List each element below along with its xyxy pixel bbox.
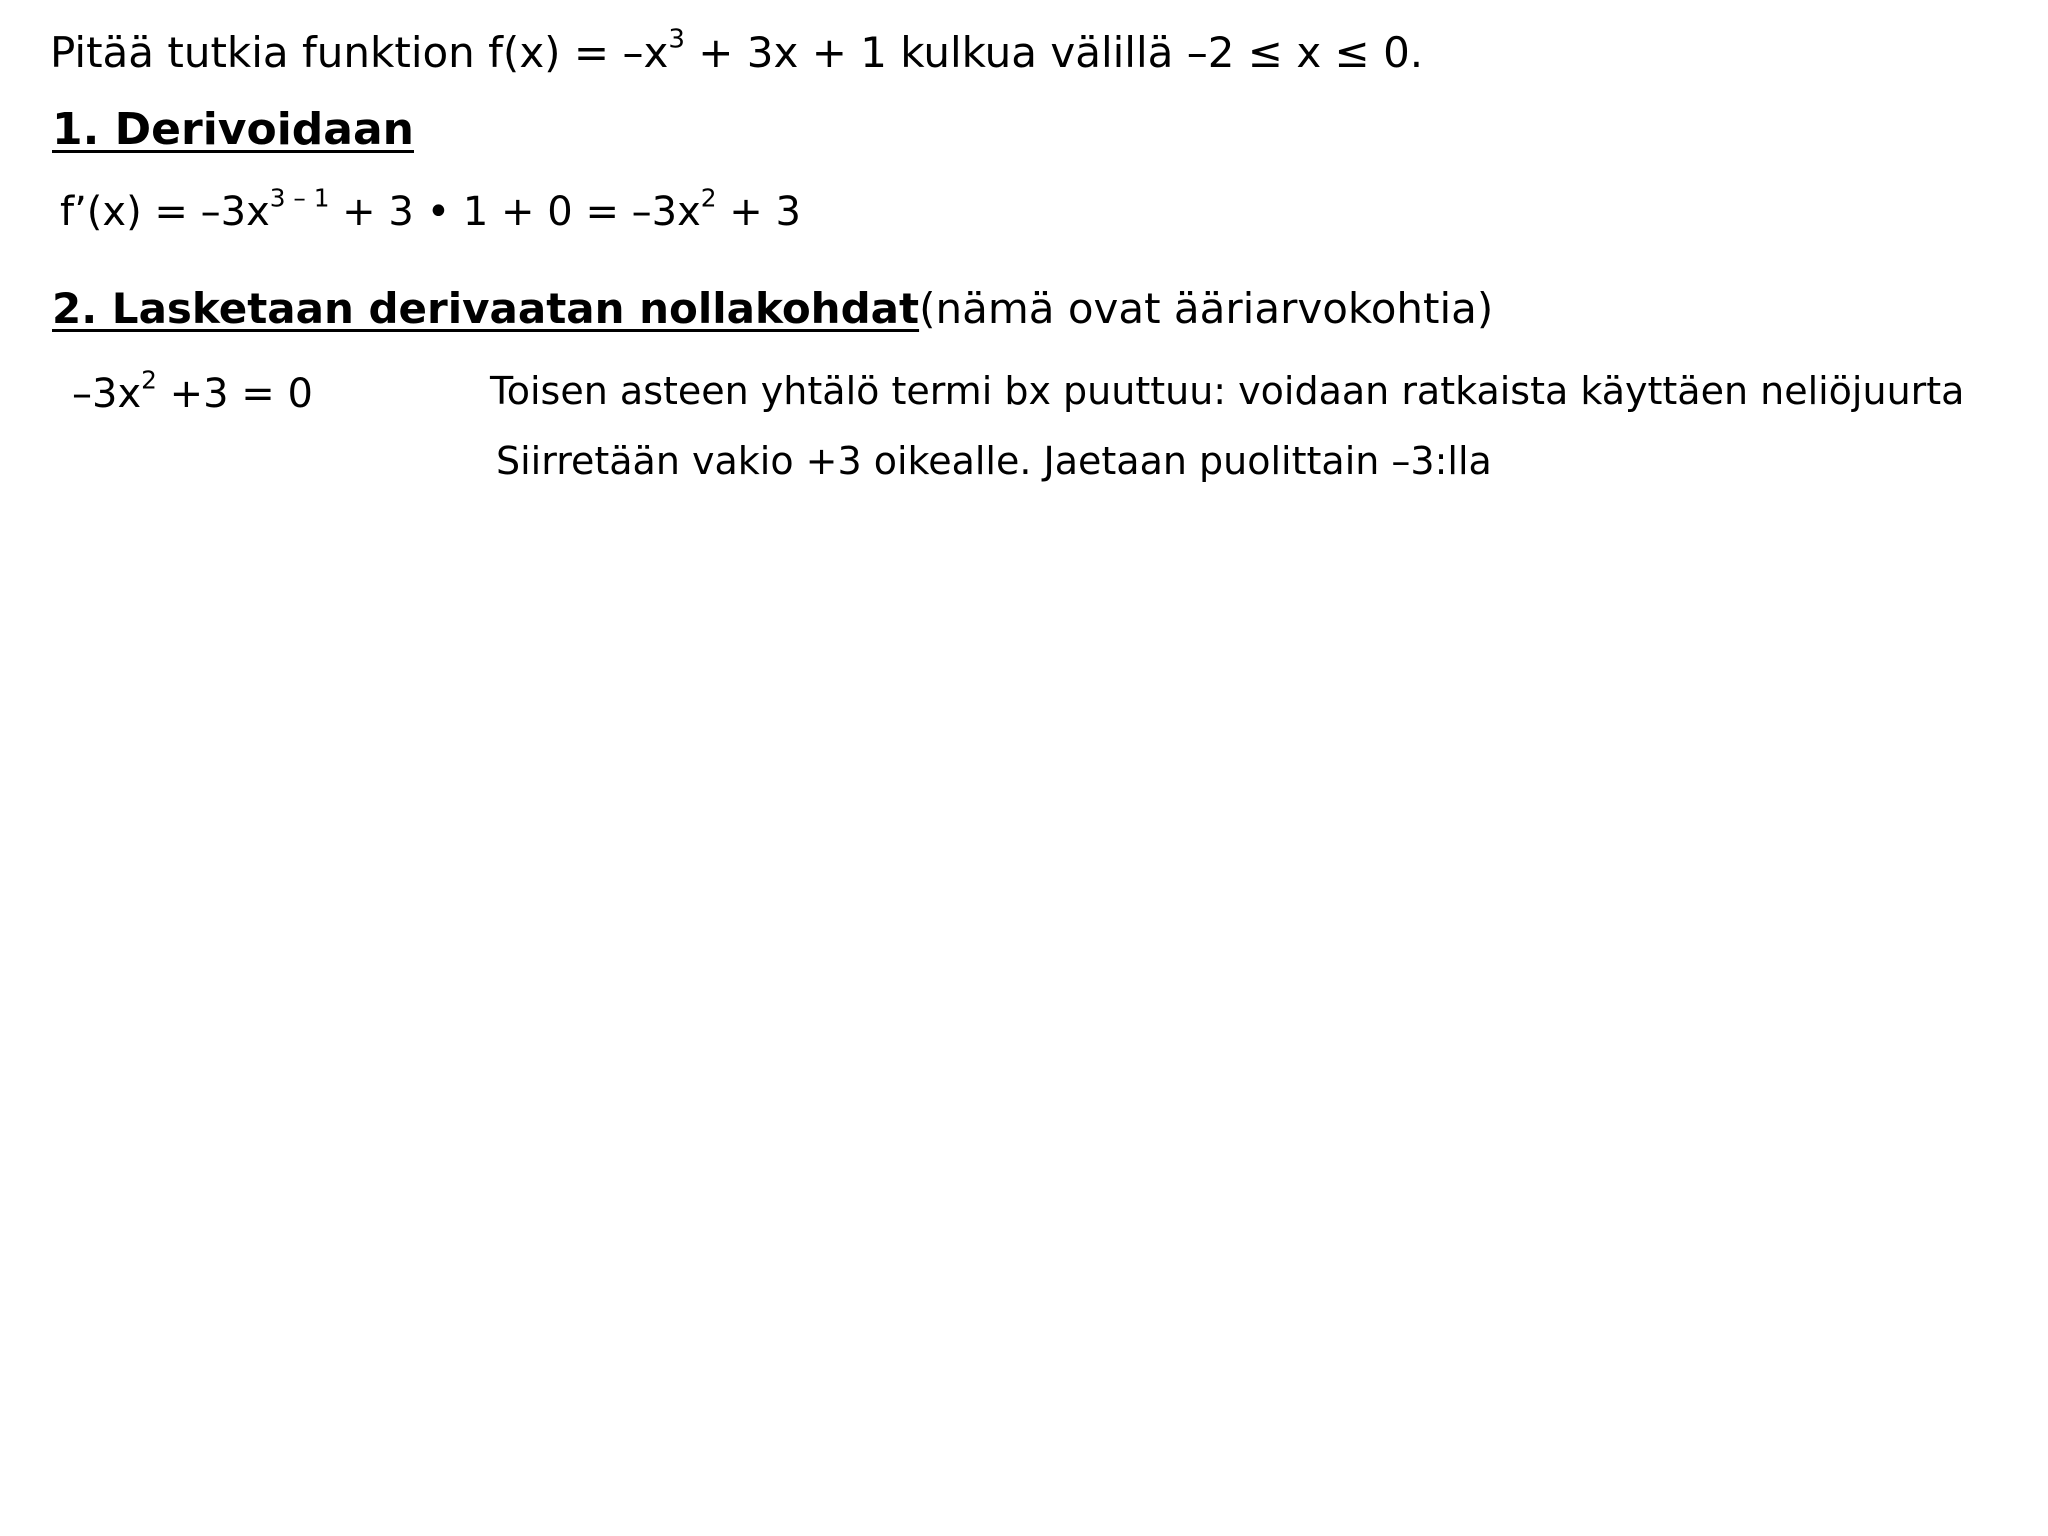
intro-exponent: 3	[668, 24, 685, 55]
intro-text-prefix: Pitää tutkia funktion f(x) = –x	[50, 28, 669, 77]
derivative-equation	[60, 183, 801, 235]
zero-equation-exponent: 2	[141, 365, 157, 395]
derivative-exponent-1: 3 – 1	[269, 183, 330, 213]
intro-statement	[50, 24, 1424, 77]
derivative-part-2: + 3 • 1 + 0 = –3x	[329, 189, 701, 235]
zero-equation	[72, 365, 313, 417]
derivative-part-1: f’(x) = –3x	[60, 189, 270, 235]
explanation-line-2: Siirretään vakio +3 oikealle. Jaetaan puolittain –3:lla	[496, 439, 1492, 483]
section-2-note: (nämä ovat ääriarvokohtia)	[919, 284, 1494, 333]
zero-equation-part-2: +3 = 0	[156, 371, 313, 417]
derivative-part-3: + 3	[716, 189, 801, 235]
zero-equation-part-1: –3x	[72, 371, 142, 417]
intro-text-suffix: + 3x + 1 kulkua välillä –2 ≤ x ≤ 0.	[684, 28, 1424, 77]
section-1-heading: 1. Derivoidaan	[52, 104, 414, 155]
section-2-heading: 2. Lasketaan derivaatan nollakohdat	[52, 284, 920, 333]
derivative-exponent-2: 2	[700, 183, 717, 213]
explanation-line-1: Toisen asteen yhtälö termi bx puuttuu: voidaan ratkaista käyttäen neliöjuurta	[490, 369, 1965, 413]
section-2-heading-line	[52, 284, 1494, 333]
